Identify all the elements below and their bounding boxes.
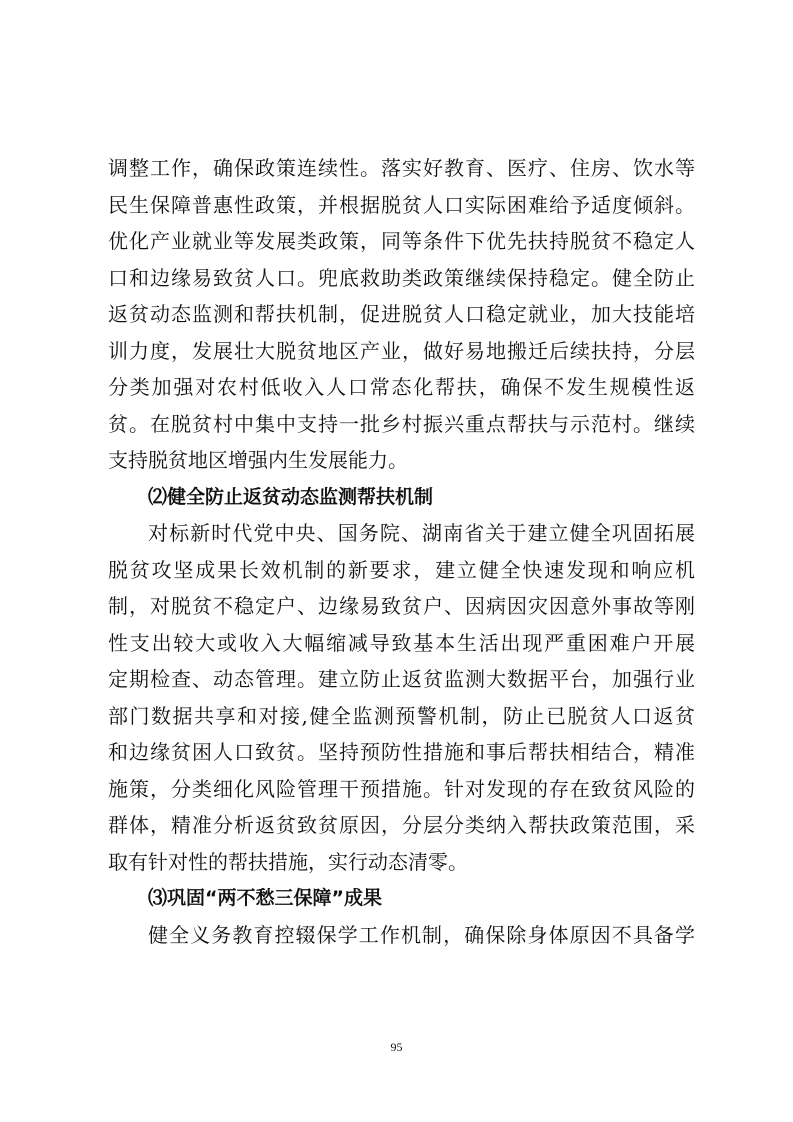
text-line: 分类加强对农村低收入人口常态化帮扶，确保不发生规模性返	[108, 375, 695, 399]
text-line: 支持脱贫地区增强内生发展能力。	[108, 448, 408, 472]
section-heading: ⑵健全防止返贫动态监测帮扶机制	[148, 485, 434, 508]
text-line: 健全义务教育控辍保学工作机制，确保除身体原因不具备学	[148, 922, 695, 947]
text-line: 定期检查、动态管理。建立防止返贫监测大数据平台，加强行业	[108, 667, 695, 691]
paragraph-monitoring-mechanism	[108, 515, 695, 880]
text-line: 群体，精准分析返贫致贫原因，分层分类纳入帮扶政策范围，采	[108, 813, 695, 837]
text-line: 取有针对性的帮扶措施，实行动态清零。	[108, 849, 468, 874]
section-heading: ⑶巩固“两不愁三保障”成果	[148, 887, 382, 909]
text-line: 性支出较大或收入大幅缩减导致基本生活出现严重困难户开展	[108, 630, 695, 655]
text-line: 脱贫攻坚成果长效机制的新要求，建立健全快速发现和响应机	[108, 557, 695, 582]
paragraph-policy-continuity	[108, 150, 695, 479]
text-line: 和边缘贫困人口致贫。坚持预防性措施和事后帮扶相结合，精准	[108, 740, 695, 764]
text-line: 制，对脱贫不稳定户、边缘易致贫户、因病因灾因意外事故等刚	[108, 594, 695, 618]
text-line: 部门数据共享和对接,健全监测预警机制，防止已脱贫人口返贫	[108, 703, 695, 728]
text-line: 口和边缘易致贫人口。兜底救助类政策继续保持稳定。健全防止	[108, 265, 695, 290]
text-line: 对标新时代党中央、国务院、湖南省关于建立健全巩固拓展	[148, 521, 695, 545]
page-content	[108, 150, 695, 953]
page-number: 95	[390, 1040, 403, 1054]
text-line: 施策，分类细化风险管理干预措施。针对发现的存在致贫风险的	[108, 776, 695, 801]
paragraph-education-guarantee	[108, 917, 695, 954]
text-line: 调整工作，确保政策连续性。落实好教育、医疗、住房、饮水等	[108, 156, 695, 180]
text-line: 民生保障普惠性政策，并根据脱贫人口实际困难给予适度倾斜。	[108, 192, 695, 217]
text-line: 贫。在脱贫村中集中支持一批乡村振兴重点帮扶与示范村。继续	[108, 411, 695, 436]
text-line: 优化产业就业等发展类政策，同等条件下优先扶持脱贫不稳定人	[108, 229, 695, 253]
text-line: 返贫动态监测和帮扶机制，促进脱贫人口稳定就业，加大技能培	[108, 302, 695, 326]
text-line: 训力度，发展壮大脱贫地区产业，做好易地搬迁后续扶持，分层	[108, 338, 695, 363]
